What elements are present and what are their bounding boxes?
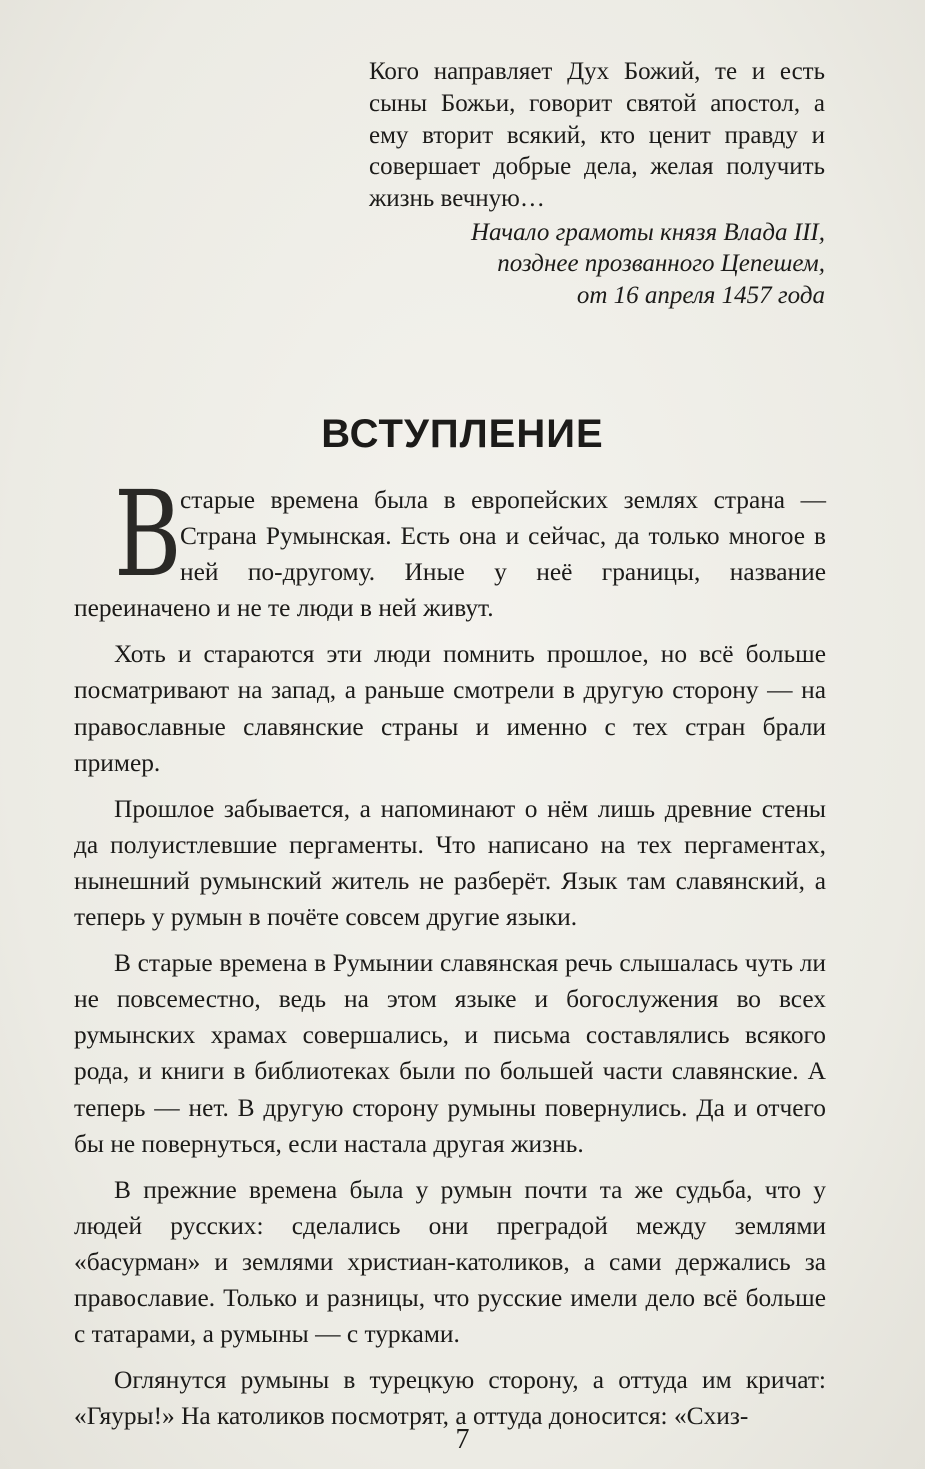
page-number: 7 — [455, 1424, 470, 1455]
epigraph-source-line-3: от 16 апреля 1457 года — [576, 281, 825, 309]
paragraph-4: В старые времена в Румынии славянская речь слышалась чуть ли не повсеместно, ведь на этом языке и богослужения во всех румынских храмах совершались, и письма составлялись всякого рода, и книги в библиотеках были по большей части славянские. А теперь — нет. В другую сторону румыны повернулись. Да и отчего бы не повернуться, если настала другая жизнь. — [74, 949, 826, 1158]
paragraph-6: Оглянутся румыны в турецкую сторону, а оттуда им кричат: «Гяуры!» На католиков посмотрят, а оттуда доносится: «Схиз- — [74, 1366, 826, 1431]
paragraph-3: Прошлое забывается, а напоминают о нём лишь древние стены да полуистлевшие пергаменты. Что написано на тех пергаментах, нынешний румынский житель не разберёт. Язык там славянский, а теперь у румын в почёте совсем другие языки. — [74, 794, 826, 932]
body-text — [74, 465, 826, 1444]
epigraph-source-line-1: Начало грамоты князя Влада III, — [471, 218, 825, 246]
chapter-heading: ВСТУПЛЕНИЕ — [321, 412, 604, 456]
epigraph-text: Кого направляет Дух Божий, те и есть сыны Божьи, говорит святой апостол, а ему вторит всякий, кто ценит правду и совершает добрые дела, желая получить жизнь вечную… — [369, 58, 825, 213]
epigraph-source — [369, 217, 825, 311]
epigraph — [369, 56, 825, 311]
drop-cap: В — [114, 465, 182, 603]
paragraph-1 — [74, 465, 826, 626]
paragraph-1-text: старые времена была в европейских землях страна — Страна Румынская. Есть она и сейчас, да только многое в ней по-другому. Иные у неё границы, название переиначено и не те люди в ней живут. — [74, 486, 826, 623]
epigraph-source-line-2: позднее прозванного Цепешем, — [497, 250, 825, 278]
paragraph-5: В прежние времена была у румын почти та же судьба, что у людей русских: сделались они преградой между землями «басурман» и землями христиан-католиков, а сами держались за православие. Только и разницы, что русские имели дело всё больше с татарами, а румыны — с турками. — [74, 1175, 826, 1349]
paragraph-2: Хоть и стараются эти люди помнить прошлое, но всё больше посматривают на запад, а раньше смотрели в другую сторону — на православные славянские страны и именно с тех стран брали пример. — [74, 640, 826, 777]
